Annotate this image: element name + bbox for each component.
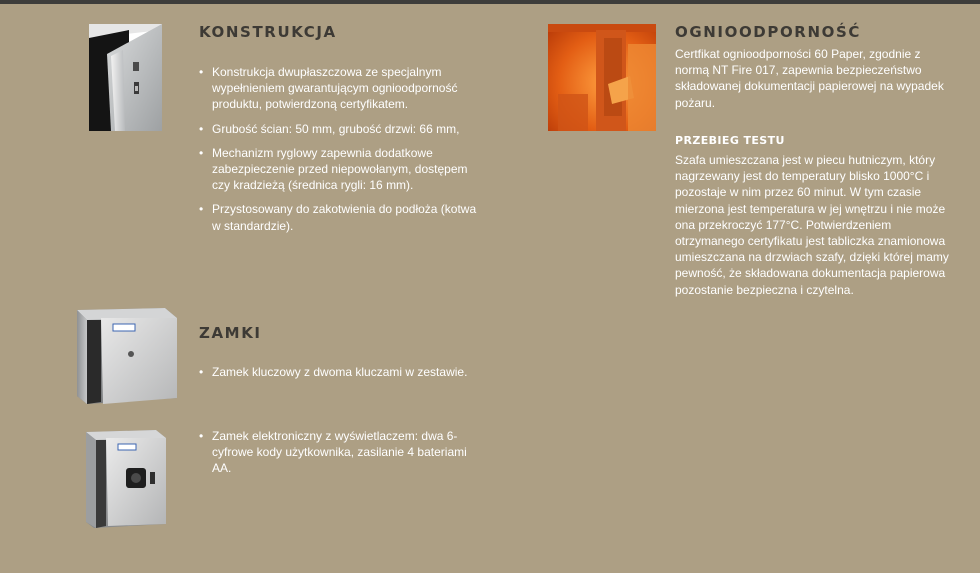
przebieg-testu-text: Szafa umieszczana jest w piecu hutniczym, który nagrzewany jest do temperatury blisko 1000°C i pozostaje w nim przez 60 minut. W tym czasie mierzona jest temperatura w jej wnętrzu i nie może ona przekroczyć 177°C. Potwierdzeniem otrzymanego certyfikatu jest tabliczka znamionowa umieszczana na drzwiach szafy, dzięki której mamy pewność, że składowana dokumentacja papierowa pozostanie bezpieczna i czytelna.	[675, 153, 949, 297]
safe-with-key-lock-image	[73, 306, 179, 406]
fire-test-furnace-image	[548, 24, 656, 131]
list-item: • Mechanizm ryglowy zapewnia dodatkowe zabezpieczenie przed niepowołanym, dostępem czy kradzieżą (średnica rygli: 16 mm).	[199, 145, 468, 193]
zamki-heading: ZAMKI	[199, 324, 262, 342]
przebieg-testu-heading: PRZEBIEG TESTU	[675, 134, 785, 147]
ognioodpornosc-text: Certfikat ognioodporności 60 Paper, zgodnie z normą NT Fire 017, zapewnia bezpieczeństwo składowanej dokumentacji papierowej na wypadek pożaru.	[675, 47, 944, 110]
konstrukcja-heading: KONSTRUKCJA	[199, 23, 337, 41]
konstrukcja-list	[199, 64, 479, 234]
key-lock-list	[199, 364, 469, 380]
list-item: • Zamek elektroniczny z wyświetlaczem: dwa 6-cyfrowe kody użytkownika, zasilanie 4 bateriami AA.	[199, 429, 467, 476]
list-item: • Konstrukcja dwupłaszczowa ze specjalnym wypełnieniem gwarantującym ognioodporność produktu, potwierdzoną certyfikatem.	[199, 65, 458, 112]
ognioodpornosc-heading: OGNIOODPORNOŚĆ	[675, 23, 861, 41]
electronic-lock-list	[199, 428, 479, 477]
top-bar	[0, 0, 980, 4]
list-item: • Zamek kluczowy z dwoma kluczami w zestawie.	[199, 365, 468, 379]
safe-with-electronic-lock-image	[84, 428, 168, 530]
list-item: • Przystosowany do zakotwienia do podłoża (kotwa w standardzie).	[199, 202, 477, 233]
safe-door-detail-image	[89, 24, 162, 131]
list-item: • Grubość ścian: 50 mm, grubość drzwi: 66 mm,	[199, 121, 460, 136]
